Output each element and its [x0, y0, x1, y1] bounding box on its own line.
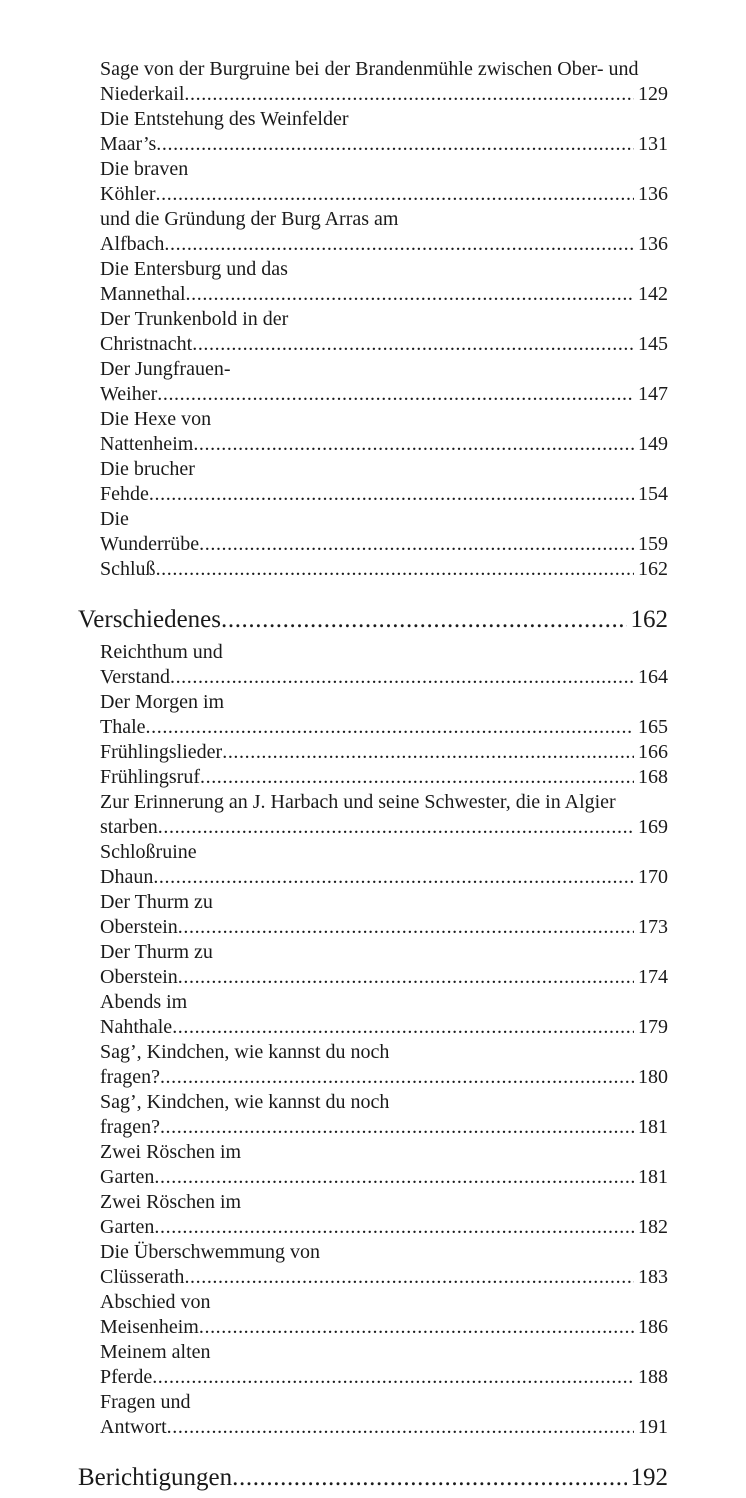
toc-entry-title: Reichthum und Verstand — [100, 641, 223, 688]
dot-leader — [156, 558, 668, 580]
dot-leader — [184, 83, 668, 105]
toc-entry-page-number: 169 — [634, 815, 668, 840]
toc-entry[interactable] — [100, 457, 668, 507]
toc-entry[interactable] — [100, 840, 668, 890]
toc-entry[interactable] — [100, 1340, 668, 1390]
toc-entry-page-number: 129 — [634, 82, 668, 107]
dot-leader — [156, 183, 668, 205]
toc-entry-title: Zwei Röschen im Garten — [100, 1191, 242, 1238]
toc-entry-page-number: 136 — [634, 182, 668, 207]
toc-entry-page-number: 154 — [634, 482, 668, 507]
toc-heading-page-number: 162 — [627, 604, 669, 635]
dot-leader — [200, 766, 668, 788]
toc-entry-title: Fragen und Antwort — [100, 1391, 191, 1438]
toc-entry-page-number: 183 — [634, 1265, 668, 1290]
toc-entry[interactable] — [100, 407, 668, 457]
toc-heading-title: Berichtigungen — [78, 1464, 233, 1491]
toc-entry-page-number: 149 — [634, 432, 668, 457]
dot-leader — [160, 1066, 668, 1088]
toc-entry[interactable] — [100, 790, 668, 840]
toc-entry[interactable] — [100, 940, 668, 990]
toc-entry[interactable] — [100, 1390, 668, 1440]
toc-entry-page-number: 136 — [634, 232, 668, 257]
dot-leader — [152, 1366, 668, 1388]
toc-heading-title: Verschiedenes — [78, 606, 221, 633]
toc-entry[interactable] — [100, 1140, 668, 1190]
toc-entry-page-number: 191 — [634, 1415, 668, 1440]
toc-entry-page-number: 162 — [634, 557, 668, 582]
toc-entry[interactable] — [100, 1040, 668, 1090]
toc-entry-title: Abschied von Meisenheim — [100, 1291, 211, 1338]
toc-entry-title: Die Überschwemmung von Clüsserath — [100, 1241, 320, 1288]
toc-entry[interactable] — [100, 740, 668, 765]
dot-leader — [186, 283, 668, 305]
toc-entry-page-number: 166 — [634, 740, 668, 765]
dot-leader — [192, 333, 668, 355]
toc-entry-title: Die brucher Fehde — [100, 458, 195, 505]
toc-entry-title: Schloßruine Dhaun — [100, 841, 197, 888]
toc-entry-title: Frühlingsruf — [100, 766, 200, 788]
dot-leader — [178, 966, 668, 988]
toc-entry-title: Der Trunkenbold in der Christnacht — [100, 308, 289, 355]
dot-leader — [156, 133, 668, 155]
toc-entry-title: Sag’, Kindchen, wie kannst du noch fragen? — [100, 1091, 390, 1138]
toc-section-heading[interactable] — [78, 1462, 668, 1493]
dot-leader — [154, 1166, 668, 1188]
dot-leader — [199, 1316, 668, 1338]
toc-entry-title: Sage von der Burgruine bei der Brandenmühle zwischen Ober- und Niederkail — [100, 58, 639, 105]
dot-leader — [164, 233, 668, 255]
dot-leader — [221, 606, 668, 633]
toc-entry-page-number: 170 — [634, 865, 668, 890]
toc-entry[interactable] — [100, 1090, 668, 1140]
toc-entry[interactable] — [100, 1290, 668, 1340]
toc-entry[interactable] — [100, 257, 668, 307]
toc-entry-title: Der Morgen im Thale — [100, 691, 225, 738]
toc-entry[interactable] — [100, 1240, 668, 1290]
dot-leader — [149, 483, 668, 505]
toc-heading-page-number: 192 — [627, 1462, 669, 1493]
toc-entry-title: Die braven Köhler — [100, 158, 189, 205]
toc-entry[interactable] — [100, 157, 668, 207]
toc-entry-page-number: 145 — [634, 332, 668, 357]
table-of-contents — [78, 57, 668, 1498]
toc-entry-title: Der Thurm zu Oberstein — [100, 891, 213, 938]
toc-entry[interactable] — [100, 307, 668, 357]
toc-entry[interactable] — [100, 557, 668, 582]
dot-leader — [146, 716, 668, 738]
toc-entry-page-number: 147 — [634, 382, 668, 407]
toc-entry-page-number: 168 — [634, 765, 668, 790]
toc-entry-page-number: 182 — [634, 1215, 668, 1240]
toc-entry-page-number: 159 — [634, 532, 668, 557]
toc-entry[interactable] — [100, 357, 668, 407]
dot-leader — [170, 666, 668, 688]
toc-entry-page-number: 165 — [634, 715, 668, 740]
dot-leader — [232, 1464, 668, 1491]
toc-entry[interactable] — [100, 57, 668, 107]
toc-entry-title: und die Gründung der Burg Arras am Alfbach — [100, 208, 399, 255]
dot-leader — [153, 866, 668, 888]
toc-entry-page-number: 174 — [634, 965, 668, 990]
toc-entry-page-number: 179 — [634, 1015, 668, 1040]
toc-entry-title: Die Entersburg und das Mannethal — [100, 258, 288, 305]
toc-entry-page-number: 186 — [634, 1315, 668, 1340]
toc-entry-page-number: 131 — [634, 132, 668, 157]
toc-entry-title: Zwei Röschen im Garten — [100, 1141, 242, 1188]
toc-entry-title: Sag’, Kindchen, wie kannst du noch fragen? — [100, 1041, 390, 1088]
toc-entry-title: Abends im Nahthale — [100, 991, 188, 1038]
dot-leader — [167, 1416, 668, 1438]
toc-entry[interactable] — [100, 765, 668, 790]
dot-leader — [158, 816, 668, 838]
toc-entry-page-number: 181 — [634, 1165, 668, 1190]
dot-leader — [160, 1116, 668, 1138]
toc-entry-page-number: 181 — [634, 1115, 668, 1140]
toc-entry[interactable] — [100, 1190, 668, 1240]
dot-leader — [199, 533, 668, 555]
toc-entry[interactable] — [100, 107, 668, 157]
dot-leader — [184, 1266, 668, 1288]
dot-leader — [222, 741, 668, 763]
dot-leader — [172, 1016, 668, 1038]
toc-entry[interactable] — [100, 207, 668, 257]
toc-entry[interactable] — [100, 640, 668, 690]
toc-entry[interactable] — [100, 890, 668, 940]
dot-leader — [154, 1216, 668, 1238]
toc-entry-page-number: 164 — [634, 665, 668, 690]
toc-entry-title: Frühlingslieder — [100, 741, 223, 763]
toc-entry-title: Der Thurm zu Oberstein — [100, 941, 213, 988]
toc-entry[interactable] — [100, 507, 668, 557]
dot-leader — [178, 916, 668, 938]
toc-entry-title: Die Entstehung des Weinfelder Maar’s — [100, 108, 349, 155]
toc-entry-title: Die Hexe von Nattenheim — [100, 408, 212, 455]
toc-entry-page-number: 173 — [634, 915, 668, 940]
toc-entry-page-number: 180 — [634, 1065, 668, 1090]
toc-entry-title: Die Wunderrübe — [100, 508, 200, 555]
toc-section-heading[interactable] — [78, 604, 668, 635]
toc-entry-title: Der Jungfrauen-Weiher — [100, 358, 231, 405]
dot-leader — [157, 383, 668, 405]
toc-entry-page-number: 142 — [634, 282, 668, 307]
toc-entry-page-number: 188 — [634, 1365, 668, 1390]
dot-leader — [193, 433, 668, 455]
toc-entry[interactable] — [100, 990, 668, 1040]
toc-entry-title: Zur Erinnerung an J. Harbach und seine Schwester, die in Algier starben — [100, 791, 616, 838]
toc-entry-title: Meinem alten Pferde — [100, 1341, 211, 1388]
toc-entry[interactable] — [100, 690, 668, 740]
toc-entry-title: Schluß — [100, 558, 156, 580]
